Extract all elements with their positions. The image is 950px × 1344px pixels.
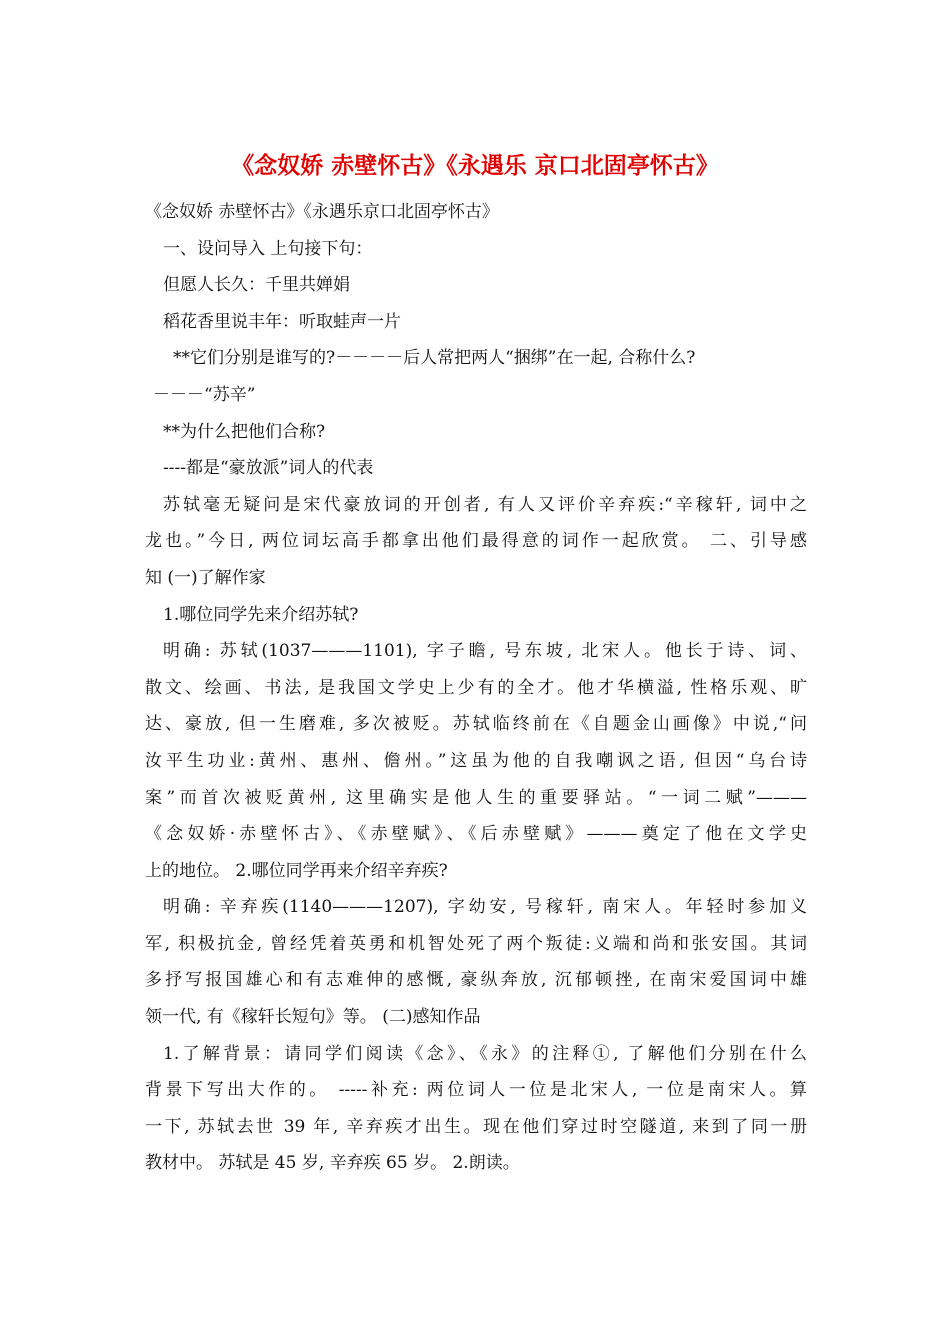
body-line: 军, 积极抗金, 曾经凭着英勇和机智处死了两个叛徒:义端和尚和张安国。其词 bbox=[145, 933, 807, 954]
document-title: 《念奴娇 赤壁怀古》《永遇乐 京口北固亭怀古》 bbox=[231, 153, 719, 179]
body-line: 明确: 苏轼(1037———1101), 字子瞻, 号东坡, 北宋人。他长于诗、词、 bbox=[163, 641, 807, 662]
body-line: 多抒写报国雄心和有志难伸的感慨, 豪纵奔放, 沉郁顿挫, 在南宋爱国词中雄 bbox=[145, 970, 807, 991]
document-body bbox=[145, 194, 807, 1182]
body-line: 教材中。 苏轼是 45 岁, 辛弃疾 65 岁。 2.朗读。 bbox=[145, 1153, 520, 1174]
body-line: 领一代, 有《稼轩长短句》等。 (二)感知作品 bbox=[145, 1007, 481, 1028]
body-line: 一、设问导入 上句接下句： bbox=[163, 238, 373, 259]
body-line: 1.哪位同学先来介绍苏轼? bbox=[163, 604, 359, 625]
body-line: 1.了解背景：请同学们阅读《念》、《永》的注释①, 了解他们分别在什么 bbox=[163, 1043, 807, 1064]
body-line: 明确: 辛弃疾(1140———1207), 字幼安, 号稼轩, 南宋人。年轻时参加义 bbox=[163, 897, 807, 918]
body-line: 稻花香里说丰年：听取蛙声一片 bbox=[163, 311, 401, 332]
body-line: 案”而首次被贬黄州, 这里确实是他人生的重要驿站。“一词二赋”——— bbox=[145, 787, 807, 808]
body-line: **它们分别是谁写的?－－－－后人常把两人“捆绑”在一起, 合称什么? bbox=[173, 348, 696, 369]
body-line: 《念奴娇·赤壁怀古》、《赤壁赋》、《后赤壁赋》———奠定了他在文学史 bbox=[145, 824, 807, 845]
body-line: 上的地位。 2.哪位同学再来介绍辛弃疾? bbox=[145, 860, 448, 881]
body-line: 知 (一)了解作家 bbox=[145, 567, 266, 588]
body-line: 散文、绘画、书法, 是我国文学史上少有的全才。他才华横溢, 性格乐观、旷 bbox=[145, 677, 807, 698]
body-line: －－－“苏辛” bbox=[153, 384, 256, 405]
body-line: 龙也。”今日, 两位词坛高手都拿出他们最得意的词作一起欣赏。 二、引导感 bbox=[145, 531, 807, 552]
body-line: 达、豪放, 但一生磨难, 多次被贬。苏轼临终前在《自题金山画像》中说,“问 bbox=[145, 714, 807, 735]
body-line: 一下, 苏轼去世 39 年, 辛弃疾才出生。现在他们穿过时空隧道, 来到了同一册 bbox=[145, 1116, 807, 1137]
body-line: 背景下写出大作的。 -----补充: 两位词人一位是北宋人, 一位是南宋人。算 bbox=[145, 1080, 807, 1101]
body-line: 《念奴娇 赤壁怀古》《永遇乐京口北固亭怀古》 bbox=[145, 202, 499, 222]
body-line: 但愿人长久：千里共婵娟 bbox=[163, 275, 350, 296]
body-line: 苏轼毫无疑问是宋代豪放词的开创者, 有人又评价辛弃疾:“辛稼轩, 词中之 bbox=[163, 494, 807, 515]
body-line: 汝平生功业:黄州、惠州、儋州。”这虽为他的自我嘲讽之语, 但因“乌台诗 bbox=[145, 750, 807, 771]
body-line: ----都是“豪放派”词人的代表 bbox=[163, 458, 374, 479]
body-line: **为什么把他们合称? bbox=[163, 421, 326, 442]
